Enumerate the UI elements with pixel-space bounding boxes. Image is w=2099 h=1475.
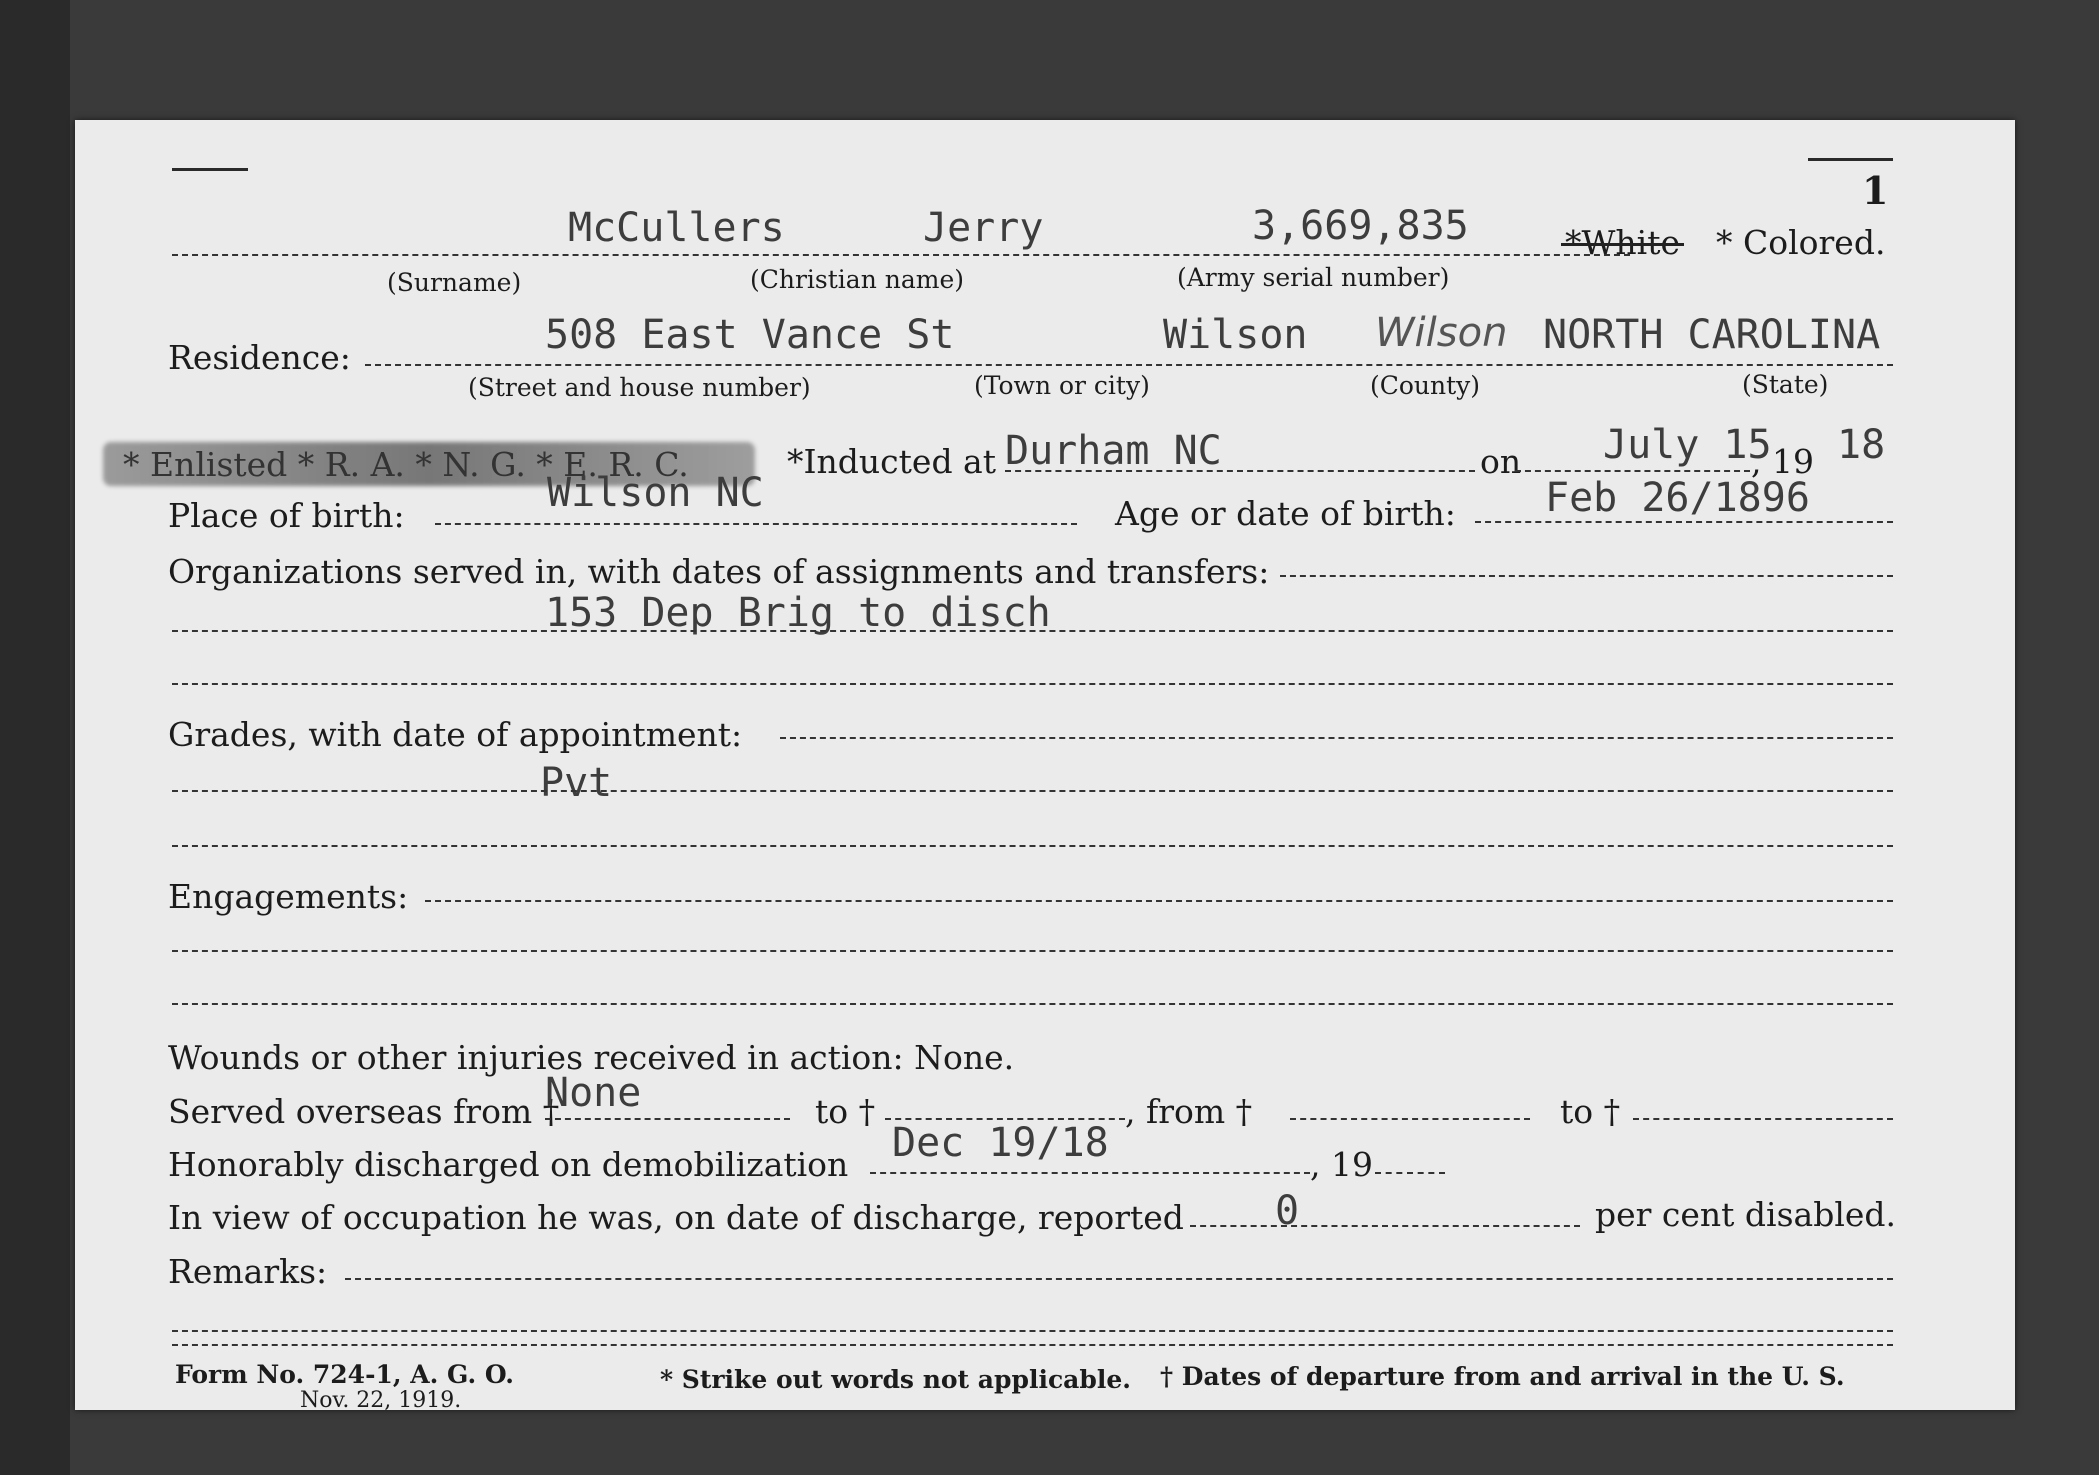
overseas-line-4: [1633, 1118, 1893, 1120]
birth-date-value: Feb 26/1896: [1545, 475, 1810, 521]
organizations-line-2: [172, 630, 1893, 632]
caption-surname: (Surname): [387, 268, 522, 297]
card-number: 1: [1862, 168, 1889, 213]
row1-line: [172, 254, 1630, 256]
inducted-place-value: Durham NC: [1005, 428, 1222, 474]
caption-army-serial: (Army serial number): [1177, 263, 1450, 292]
place-of-birth-label: Place of birth:: [168, 496, 405, 535]
discharge-line: [870, 1172, 1310, 1174]
overseas-from-label: , from †: [1125, 1092, 1253, 1131]
overseas-line-1: [545, 1118, 790, 1120]
discharge-year-line: [1375, 1172, 1445, 1174]
inducted-year-prefix: , 19: [1751, 442, 1814, 481]
caption-town: (Town or city): [974, 371, 1150, 400]
service-record-card: [75, 120, 2015, 1413]
organizations-value: 153 Dep Brig to disch: [545, 590, 1051, 636]
engagements-line-3: [172, 1003, 1893, 1005]
place-of-birth-value: Wilson NC: [547, 470, 764, 516]
enlisted-struck-label: * Enlisted * R. A. * N. G. * E. R. C.: [123, 445, 689, 484]
grades-label: Grades, with date of appointment:: [168, 715, 743, 754]
grades-line-1: [780, 737, 1893, 739]
army-serial-value: 3,669,835: [1252, 203, 1469, 249]
overseas-line-3: [1290, 1118, 1530, 1120]
overseas-value: None: [545, 1070, 642, 1116]
caption-state: (State): [1742, 370, 1829, 399]
grades-line-3: [172, 845, 1893, 847]
residence-town-value: Wilson: [1163, 312, 1308, 358]
disability-line: [1190, 1225, 1580, 1227]
grades-value: Pvt: [540, 760, 613, 806]
strike-line: [1561, 243, 1684, 246]
remarks-line-1: [345, 1278, 1893, 1280]
remarks-label: Remarks:: [168, 1252, 328, 1291]
caption-street: (Street and house number): [468, 373, 811, 402]
footer-note-strike-out: * Strike out words not applicable.: [660, 1365, 1131, 1394]
scan-background-edge: [0, 0, 70, 1475]
remarks-line-3: [172, 1344, 1893, 1346]
age-label: Age or date of birth:: [1115, 494, 1456, 533]
surname-value: McCullers: [568, 205, 785, 251]
grades-line-2: [172, 790, 1893, 792]
christian-name-value: Jerry: [923, 205, 1044, 251]
inducted-on-label: on: [1480, 442, 1522, 481]
remarks-line-2: [172, 1330, 1893, 1332]
discharge-label: Honorably discharged on demobilization: [168, 1145, 849, 1184]
discharge-value: Dec 19/18: [892, 1120, 1109, 1166]
residence-line: [365, 364, 1893, 366]
discharge-year-label: , 19: [1310, 1145, 1373, 1184]
engagements-line-2: [172, 950, 1893, 952]
inducted-date-line: [1515, 470, 1750, 472]
race-white-label: *White: [1565, 223, 1681, 262]
engagements-label: Engagements:: [168, 877, 409, 916]
organizations-line-3: [172, 683, 1893, 685]
overseas-to2-label: to †: [1560, 1092, 1621, 1131]
residence-county-value: Wilson: [1375, 310, 1508, 356]
footer-form-number: Form No. 724-1, A. G. O.: [175, 1360, 514, 1389]
birth-date-line: [1475, 521, 1893, 523]
disability-value: 0: [1275, 1188, 1300, 1234]
inducted-place-line: [1005, 470, 1475, 472]
inducted-at-label: *Inducted at: [787, 442, 996, 481]
organizations-label: Organizations served in, with dates of assignments and transfers:: [168, 552, 1270, 591]
residence-state-value: NORTH CAROLINA: [1543, 312, 1881, 358]
disability-suffix: per cent disabled.: [1595, 1195, 1897, 1234]
inducted-year-value: 18: [1837, 422, 1886, 468]
engagements-line-1: [425, 900, 1893, 902]
caption-christian-name: (Christian name): [750, 265, 965, 294]
organizations-line-1: [1280, 575, 1893, 577]
race-white-struck: [1565, 223, 1680, 262]
wounds-label: Wounds or other injuries received in action: None.: [168, 1038, 1015, 1077]
top-left-rule: [172, 168, 248, 171]
footer-note-dates: † Dates of departure from and arrival in the U. S.: [1160, 1362, 1845, 1391]
overseas-label: Served overseas from †: [168, 1092, 560, 1131]
race-colored-label: * Colored.: [1716, 223, 1886, 262]
inducted-date-value: July 15: [1603, 422, 1772, 468]
residence-label: Residence:: [168, 338, 351, 377]
top-right-rule: [1808, 158, 1893, 161]
caption-county: (County): [1370, 371, 1481, 400]
place-of-birth-line: [435, 523, 1077, 525]
overseas-to-label: to †: [815, 1092, 876, 1131]
footer-form-date: Nov. 22, 1919.: [300, 1388, 462, 1413]
disability-label: In view of occupation he was, on date of discharge, reported: [168, 1198, 1184, 1237]
residence-street-value: 508 East Vance St: [545, 312, 955, 358]
